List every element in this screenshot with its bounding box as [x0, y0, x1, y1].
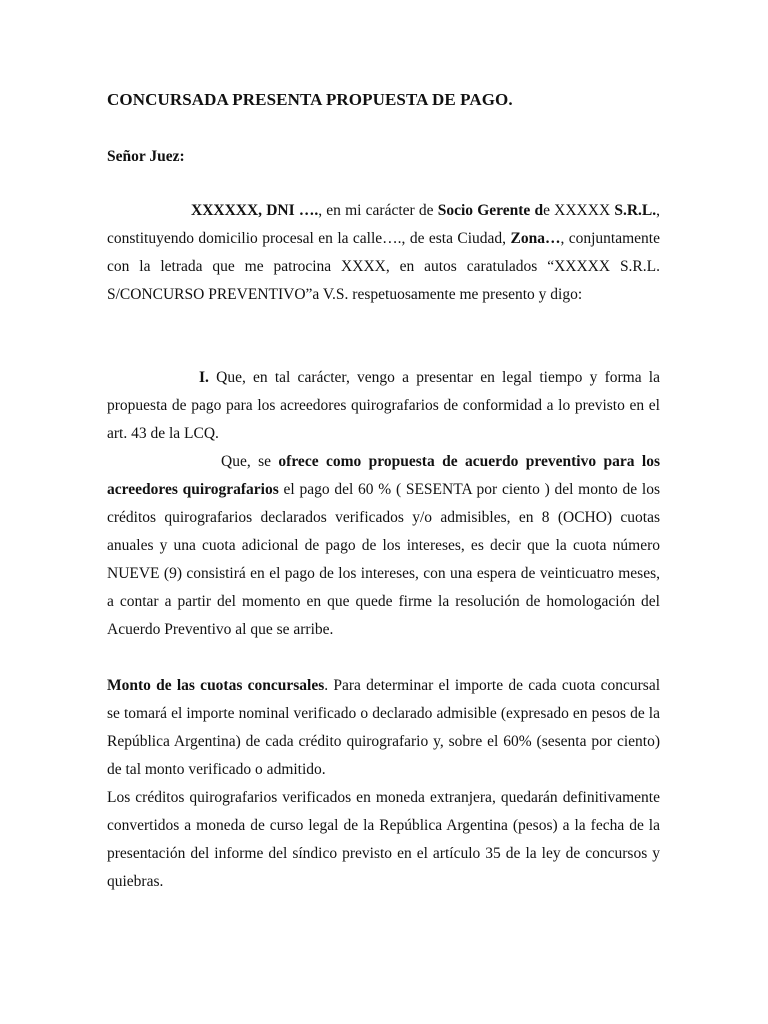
text-run: el pago del 60 % ( SESENTA por ciento ) del monto de los créditos quirografarios declarados verificados y/o admisibles, en 8 (OCHO) cuotas anuales y una cuota adicional de pago de los intereses, es decir que la cuota número NUEVE (9) consistirá en el pago de los intereses, con una espera de veinticuatro meses, a contar a partir del momento en que quede firme la resolución de homologación del Acuerdo Preventivo al que se arribe. [107, 481, 660, 638]
text-run: , constituyendo domicilio procesal en la calle…., de esta Ciudad, [107, 202, 660, 247]
section-number: I. [199, 369, 209, 386]
paragraph-presentation [107, 197, 660, 309]
text-run: . Para determinar el importe de cada cuota concursal se tomará el importe nominal verificado o declarado admisible (expresado en pesos de la República Argentina) de cada crédito quirografario y, sobre el 60% (sesenta por ciento) de tal monto verificado o admitido. [107, 677, 661, 778]
party-name: XXXXXX, DNI …. [191, 202, 319, 219]
text-run: Que, se [221, 453, 279, 470]
installments-heading: Monto de las cuotas concursales [107, 677, 325, 694]
paragraph-installments [107, 672, 660, 784]
offer-emphasis: ofrece como propuesta de acuerdo preventivo para los acreedores quirografarios [107, 453, 660, 498]
text-run: e XXXXX [543, 202, 615, 219]
greeting: Señor Juez: [107, 148, 185, 165]
document-title: CONCURSADA PRESENTA PROPUESTA DE PAGO. [107, 90, 513, 109]
paragraph-offer [107, 448, 660, 644]
paragraph-foreign-currency: Los créditos quirografarios verificados en moneda extranjera, quedarán definitivamente convertidos a moneda de curso legal de la República Argentina (pesos) a la fecha de la presentación del informe del síndico previsto en el artículo 35 de la ley de concursos y quiebras. [107, 789, 660, 890]
zone-label: Zona… [510, 230, 561, 247]
text-run: , conjuntamente con la letrada que me patrocina XXXX, en autos caratulados “XXXXX S.R.L. S/CONCURSO PREVENTIVO”a V.S. respetuosamente me presento y digo: [107, 230, 660, 303]
role-label: Socio Gerente d [437, 202, 544, 219]
company-type: S.R.L. [614, 202, 657, 219]
text-run: , en mi carácter de [318, 202, 438, 219]
text-run: Que, en tal carácter, vengo a presentar en legal tiempo y forma la propuesta de pago para los acreedores quirografarios de conformidad a lo previsto en el art. 43 de la LCQ. [107, 369, 660, 442]
paragraph-section-i [107, 364, 660, 448]
